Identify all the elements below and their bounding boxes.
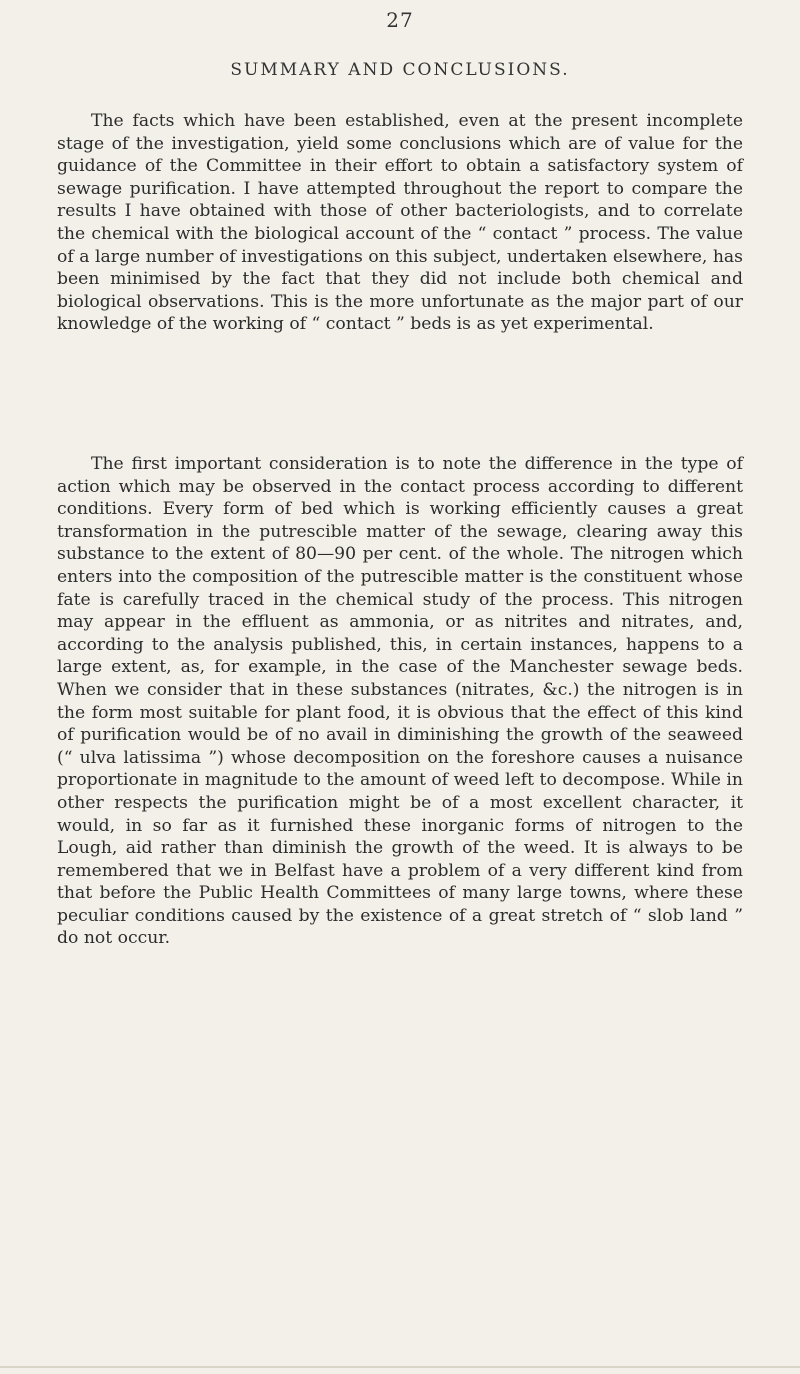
page-number: 27: [386, 8, 414, 32]
page-bottom-edge: [0, 1366, 800, 1368]
paragraph-2: The first important consideration is to note the difference in the type of action which may be observed in the contact process according to different conditions. Every form of bed which is working efficiently causes a great transformation in the putrescible matter of the sewage, clearing away this substance to the extent of 80—90 per cent. of the whole. The nitrogen which enters into the composition of the putrescible matter is the constituent whose fate is carefully traced in the chemical study of the process. This nitrogen may appear in the effluent as ammonia, or as nitrites and nitrates, and, according to the analysis published, this, in certain instances, happens to a large extent, as, for example, in the case of the Manchester sewage beds. When we consider that in these substances (nitrates, &c.) the nitrogen is in the form most suitable for plant food, it is obvious that the effect of this kind of purification would be of no avail in diminishing the growth of the seaweed (“ ulva latissima ”) whose decomposition on the foreshore causes a nuisance proportionate in magnitude to the amount of weed left to decompose. While in other respects the purification might be of a most excellent character, it would, in so far as it furnished these inorganic forms of nitrogen to the Lough, aid rather than diminish the growth of the weed. It is always to be remembered that we in Belfast have a problem of a very different kind from that before the Public Health Committees of many large towns, where these peculiar conditions caused by the existence of a great stretch of “ slob land ” do not occur.: [57, 454, 743, 949]
section-heading: SUMMARY AND CONCLUSIONS.: [230, 60, 570, 80]
paragraph-1: The facts which have been established, even at the present incomplete stage of the investigation, yield some conclusions which are of value for the guidance of the Committee in their effort to obtain a satisfactory system of sewage purification. I have attempted throughout the report to compare the results I have obtained with those of other bacteriologists, and to correlate the chemical with the biological account of the “ contact ” process. The value of a large number of investigations on this subject, undertaken elsewhere, has been minimised by the fact that they did not include both chemical and biological observations. This is the more unfortunate as the major part of our knowledge of the working of “ contact ” beds is as yet experimental.: [57, 111, 743, 335]
